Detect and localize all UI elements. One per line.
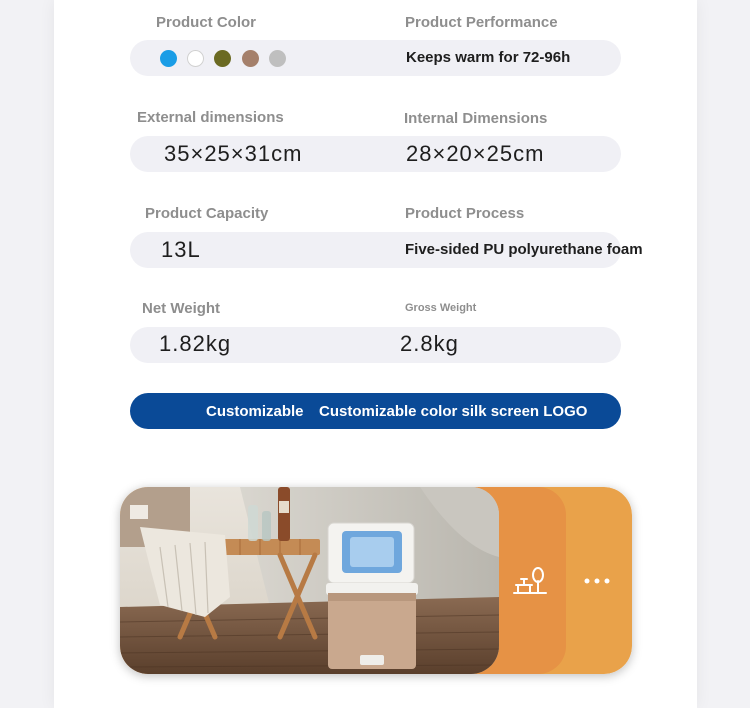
product-color-label: Product Color <box>156 14 256 31</box>
customization-banner <box>130 393 621 429</box>
camping-scene-image <box>120 487 499 674</box>
external-dimensions-value: 35×25×31cm <box>164 141 303 166</box>
external-dimensions-label: External dimensions <box>137 109 284 126</box>
product-process-value: Five-sided PU polyurethane foam <box>405 241 643 258</box>
color-swatch-brown[interactable] <box>242 50 259 67</box>
product-capacity-value: 13L <box>161 237 201 262</box>
color-swatch-white[interactable] <box>187 50 204 67</box>
product-process-label: Product Process <box>405 205 525 222</box>
banner-logo-text: Customizable color silk screen LOGO <box>319 403 588 420</box>
gross-weight-label: Gross Weight <box>405 302 477 314</box>
banner-customizable-text: Customizable <box>206 403 304 420</box>
product-performance-value: Keeps warm for 72-96h <box>406 49 571 66</box>
picnic-table-icon <box>512 565 548 599</box>
net-weight-value: 1.82kg <box>159 331 232 356</box>
color-swatch-blue[interactable] <box>160 50 177 67</box>
more-dots-icon <box>583 576 611 586</box>
product-capacity-label: Product Capacity <box>145 205 269 222</box>
internal-dimensions-label: Internal Dimensions <box>404 110 548 127</box>
net-weight-label: Net Weight <box>142 300 221 317</box>
image-gallery <box>120 487 632 674</box>
color-swatch-grey[interactable] <box>269 50 286 67</box>
product-performance-label: Product Performance <box>405 14 558 31</box>
product-photo <box>120 487 499 674</box>
gross-weight-value: 2.8kg <box>400 331 459 356</box>
color-swatch-olive[interactable] <box>214 50 231 67</box>
internal-dimensions-value: 28×20×25cm <box>406 141 545 166</box>
